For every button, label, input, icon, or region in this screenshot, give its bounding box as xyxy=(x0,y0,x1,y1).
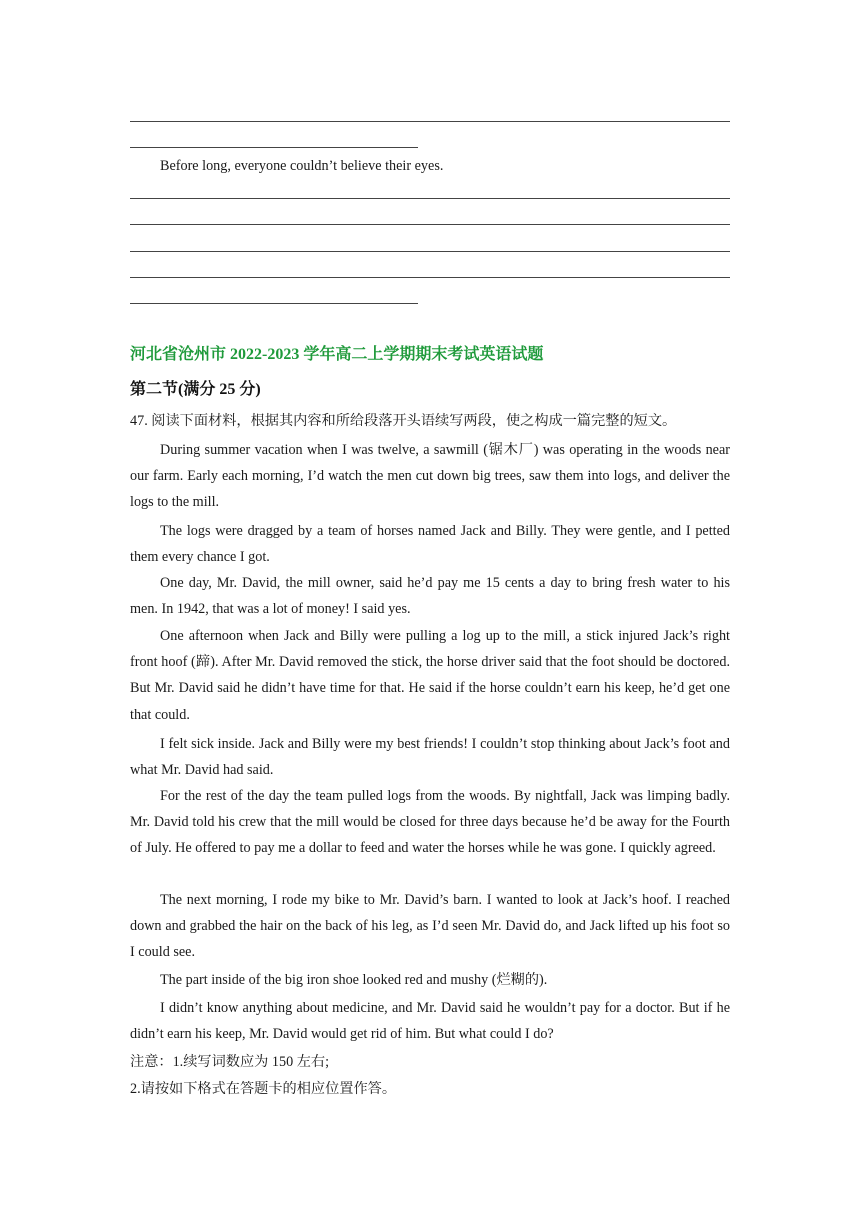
answer-line xyxy=(130,303,418,304)
story-paragraph: During summer vacation when I was twelve, a sawmill (锯木厂) was operating in the woods near our farm. Early each morning, I’d watch the men cut down big trees, saw them into logs, and deliver the logs to the mill. xyxy=(130,442,730,511)
answer-line xyxy=(130,224,730,225)
exam-title: 河北省沧州市 2022-2023 学年高二上学期期末考试英语试题 xyxy=(130,346,544,363)
answer-line xyxy=(130,251,730,252)
story-paragraph: One day, Mr. David, the mill owner, said he’d pay me 15 cents a day to bring fresh water to his men. In 1942, that was a lot of money! I said yes. xyxy=(130,575,730,618)
story-paragraph: For the rest of the day the team pulled logs from the woods. By nightfall, Jack was limping badly. Mr. David told his crew that the mill would be closed for three days because he’d be away for the Fourth of July. He offered to pay me a dollar to feed and water the horses while he was gone. I quickly agreed. xyxy=(130,788,730,857)
story-paragraph: The next morning, I rode my bike to Mr. David’s barn. I wanted to look at Jack’s hoof. I reached down and grabbed the hair on the back of his leg, as I’d seen Mr. David do, and Jack lifted up his foot so I could see. xyxy=(130,892,730,961)
story-paragraph: I didn’t know anything about medicine, and Mr. David said he wouldn’t pay for a doctor. But if he didn’t earn his keep, Mr. David would get rid of him. But what could I do? xyxy=(130,1000,730,1043)
story-paragraph: I felt sick inside. Jack and Billy were my best friends! I couldn’t stop thinking about Jack’s foot and what Mr. David had said. xyxy=(130,736,730,779)
story-paragraph: One afternoon when Jack and Billy were pulling a log up to the mill, a stick injured Jack’s right front hoof (蹄). After Mr. David removed the stick, the horse driver said that the foot should be doctored. But Mr. David said he didn’t have time for that. He said if the horse couldn’t earn his keep, he’d get one that could. xyxy=(130,628,730,723)
continuation-prompt: Before long, everyone couldn’t believe their eyes. xyxy=(160,158,444,174)
story-paragraph: The part inside of the big iron shoe looked red and mushy (烂糊的). xyxy=(160,972,548,988)
answer-line xyxy=(130,147,418,148)
answer-line xyxy=(130,121,730,122)
section-title: 第二节(满分 25 分) xyxy=(130,381,261,398)
question-instruction: 47. 阅读下面材料，根据其内容和所给段落开头语续写两段，使之构成一篇完整的短文。 xyxy=(130,413,677,429)
note-line: 注意：1.续写词数应为 150 左右; xyxy=(130,1054,330,1070)
answer-line xyxy=(130,277,730,278)
story-paragraph: The logs were dragged by a team of horses named Jack and Billy. They were gentle, and I petted them every chance I got. xyxy=(130,523,730,566)
answer-line xyxy=(130,198,730,199)
note-line: 2.请按如下格式在答题卡的相应位置作答。 xyxy=(130,1081,397,1097)
